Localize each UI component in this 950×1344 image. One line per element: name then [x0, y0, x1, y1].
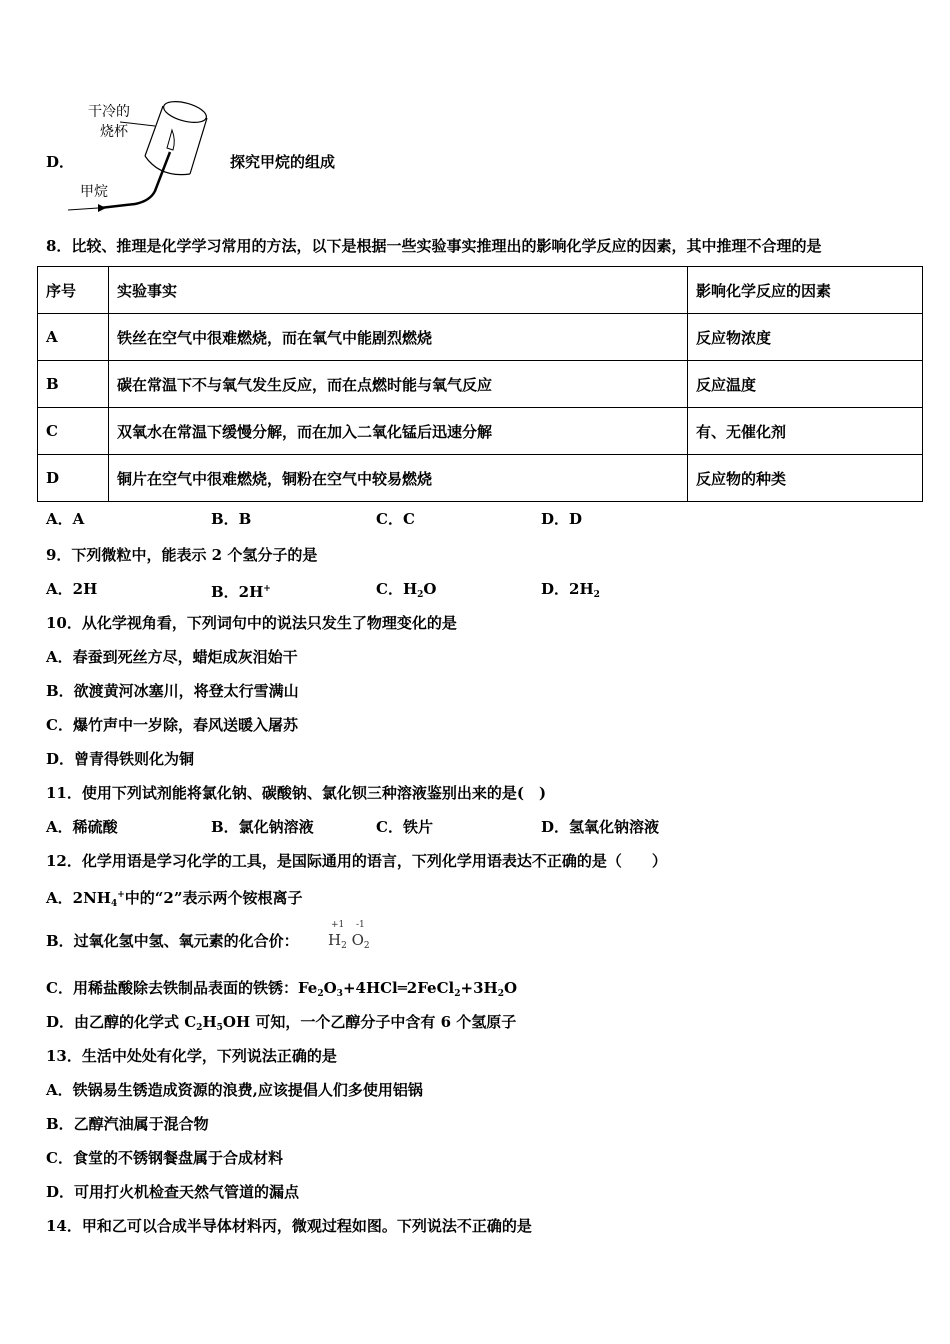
q8-option-d[interactable]: D．D: [541, 510, 583, 528]
q11-option-c[interactable]: C．铁片: [376, 818, 433, 836]
row-a-index: A: [38, 314, 109, 361]
row-c-index: C: [38, 408, 109, 455]
q9-option-b[interactable]: B．2H+: [211, 583, 271, 601]
q10-option-d[interactable]: D．曾青得铁则化为铜: [46, 750, 195, 768]
q12-option-a[interactable]: A．$2NH_4^+$中的“2”表示两个铵根离子: [46, 889, 303, 909]
q8-table: [37, 266, 923, 502]
table-row: [38, 361, 923, 408]
valence-o: -1: [356, 920, 365, 930]
q13-option-c[interactable]: C．食堂的不锈钢餐盘属于合成材料: [46, 1149, 283, 1167]
valence-h: +1: [331, 920, 345, 930]
q12-option-c[interactable]: C．用稀盐酸除去铁制品表面的铁锈：$Fe_2O_3+4HCl═2FeCl_2+3H_2O$: [46, 979, 518, 999]
q9-option-c[interactable]: C．$H_2O$: [376, 580, 437, 600]
q13-option-a[interactable]: A．铁锅易生锈造成资源的浪费,应该提倡人们多使用铝锅: [46, 1081, 423, 1099]
methane-beaker-figure: [60, 96, 220, 221]
q14-stem: 14．甲和乙可以合成半导体材料丙，微观过程如图。下列说法不正确的是: [46, 1217, 532, 1235]
header-fact: 实验事实: [109, 267, 688, 314]
label-dry-cold: 干冷的: [88, 104, 130, 120]
row-c-fact: 双氧水在常温下缓慢分解，而在加入二氧化锰后迅速分解: [109, 408, 688, 455]
q8-option-a[interactable]: A．A: [46, 510, 85, 528]
h2o2-formula: $H_2$ $O_2$: [328, 931, 370, 951]
q10-stem: 10．从化学视角看，下列词句中的说法只发生了物理变化的是: [46, 614, 457, 632]
q11-option-a[interactable]: A．稀硫酸: [46, 818, 118, 836]
row-b-index: B: [38, 361, 109, 408]
q9-option-d[interactable]: D．$2H_2$: [541, 580, 600, 600]
label-beaker: 烧杯: [100, 124, 128, 140]
table-header-row: [38, 267, 923, 314]
row-a-fact: 铁丝在空气中很难燃烧，而在氧气中能剧烈燃烧: [109, 314, 688, 361]
q12-stem: 12．化学用语是学习化学的工具，是国际通用的语言，下列化学用语表达不正确的是（ ）: [46, 852, 667, 870]
q8-stem: 8．比较、推理是化学学习常用的方法，以下是根据一些实验事实推理出的影响化学反应的因素，其中推理不合理的是: [46, 237, 822, 255]
table-row: [38, 455, 923, 502]
q9-stem: 9．下列微粒中，能表示 2 个氢分子的是: [46, 546, 318, 564]
table-row: [38, 314, 923, 361]
header-factor: 影响化学反应的因素: [688, 267, 923, 314]
row-c-factor: 有、无催化剂: [688, 408, 923, 455]
q10-option-c[interactable]: C．爆竹声中一岁除，春风送暖入屠苏: [46, 716, 298, 734]
row-d-index: D: [38, 455, 109, 502]
q12-option-d[interactable]: D．由乙醇的化学式 $C_2H_5OH$ 可知，一个乙醇分子中含有 6 个氢原子: [46, 1013, 517, 1033]
row-a-factor: 反应物浓度: [688, 314, 923, 361]
row-d-factor: 反应物的种类: [688, 455, 923, 502]
q8-option-b[interactable]: B．B: [211, 510, 252, 528]
q7-option-d-text: 探究甲烷的组成: [230, 153, 336, 171]
q11-option-b[interactable]: B．氯化钠溶液: [211, 818, 314, 836]
q10-option-b[interactable]: B．欲渡黄河冰塞川，将登太行雪满山: [46, 682, 299, 700]
row-b-fact: 碳在常温下不与氧气发生反应，而在点燃时能与氧气反应: [109, 361, 688, 408]
table-row: [38, 408, 923, 455]
q8-option-c[interactable]: C．C: [376, 510, 415, 528]
q13-stem: 13．生活中处处有化学，下列说法正确的是: [46, 1047, 337, 1065]
q10-option-a[interactable]: A．春蚕到死丝方尽，蜡炬成灰泪始干: [46, 648, 298, 666]
row-d-fact: 铜片在空气中很难燃烧，铜粉在空气中较易燃烧: [109, 455, 688, 502]
q12-option-b[interactable]: B．过氧化氢中氢、氧元素的化合价：: [46, 932, 299, 950]
row-b-factor: 反应温度: [688, 361, 923, 408]
q7-option-d-letter: D．: [46, 153, 75, 171]
q13-option-b[interactable]: B．乙醇汽油属于混合物: [46, 1115, 209, 1133]
header-index: 序号: [38, 267, 109, 314]
q11-option-d[interactable]: D．氢氧化钠溶液: [541, 818, 660, 836]
q9-option-a[interactable]: A．2H: [46, 580, 98, 598]
q11-stem: 11．使用下列试剂能将氯化钠、碳酸钠、氯化钡三种溶液鉴别出来的是( ): [46, 784, 547, 802]
q13-option-d[interactable]: D．可用打火机检查天然气管道的漏点: [46, 1183, 300, 1201]
label-methane: 甲烷: [80, 184, 108, 200]
